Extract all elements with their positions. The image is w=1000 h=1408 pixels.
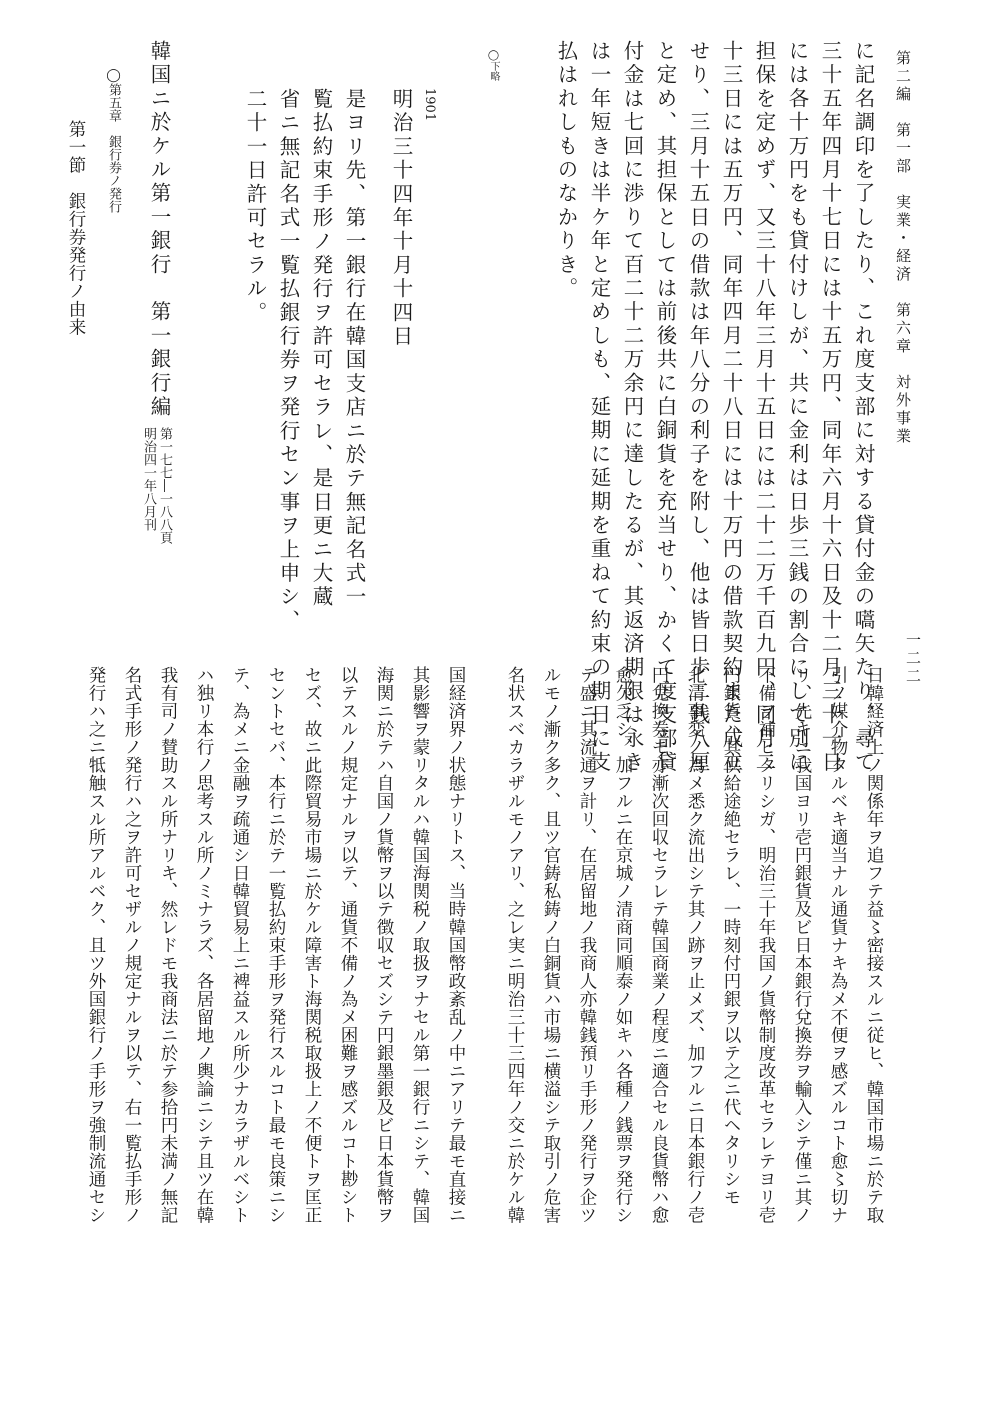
paragraph-line: 付金は七回に渉りて百二十二万余円に達したるが、其返済期限は永き <box>620 40 644 775</box>
paragraph-line: 十三日には五万円、同年四月二十八日には十万円の借款契約また成立 <box>719 40 743 775</box>
paragraph-line: には各十万円をも貸付けしが、共に金利は日歩三銭の割合にして別に <box>785 40 809 775</box>
body-line: テ盛ニ其流通ヲ計リ、在居留地ノ我商人亦韓銭預リ手形ノ発行ヲ企ツ <box>577 666 597 1224</box>
body-line: セズ、故ニ此際貿易市場ニ於ケル障害ト海関税取扱上ノ不便トヲ匡正 <box>302 666 322 1224</box>
body-line: 海関ニ於テハ自国ノ貨幣ヲ以テ徴収セズシテ円銀墨銀及ビ日本貨幣ヲ <box>374 666 394 1224</box>
paragraph-line: と定め、其担保としては前後共に白銅貨を充当せり、かくて度支部貸 <box>653 40 677 775</box>
body-line: ルモノ漸ク多ク、且ツ官鋳私鋳ノ白銅貨ハ市場ニ横溢シテ取引ノ危害 <box>541 666 561 1224</box>
body-line: 名状スベカラザルモノアリ、之レ実ニ明治三十三四年ノ交ニ於ケル韓 <box>505 666 525 1224</box>
body-line: 引ノ媒介物タルベキ適当ナル通貨ナキ為メ不便ヲ感ズルコト愈〻切ナ <box>828 666 848 1224</box>
entry-line: 覧払約束手形ノ発行ヲ許可セラレ、是日更ニ大蔵 <box>309 88 333 610</box>
entry-line: 二十一日許可セラル。 <box>243 88 267 325</box>
paragraph-line: に記名調印を了したり、これ度支部に対する貸付金の嚆矢たり、尋て <box>851 40 875 775</box>
omission-note: ◯下略 <box>488 50 499 81</box>
paragraph-line: は一年短きは半ケ年と定めしも、延期に延期を重ねて約束の期日に支 <box>587 40 611 775</box>
body-line: 円兌換券モ亦漸次回収セラレテ韓国商業ノ程度ニ適合セル良貨幣ハ愈 <box>649 666 669 1224</box>
body-line: 日韓経済上ノ関係年ヲ追フテ益〻密接スルニ従ヒ、韓国市場ニ於テ取 <box>864 666 884 1224</box>
entry-date: 明治三十四年十月十四日 <box>389 88 413 349</box>
entry-line: 省ニ無記名式一覧払銀行券ヲ発行セン事ヲ上申シ、 <box>276 88 300 634</box>
entry-year: 1901 <box>422 88 437 122</box>
running-title: 第二編 第一部 実業・経済 第六章 対外事業 <box>894 50 912 446</box>
chapter-heading: ◯第五章 銀行券ノ発行 <box>106 68 121 213</box>
paragraph-line: 三十五年四月十七日には十五万円、同年六月十六日及十二月三十一日 <box>818 40 842 775</box>
body-line: ハ独リ本行ノ思考スル所ノミナラズ、各居留地ノ輿論ニシテ且ツ在韓 <box>194 666 214 1224</box>
entry-line: 是ヨリ先、第一銀行在韓国支店ニ於テ無記名式一 <box>342 88 366 610</box>
source-pages: 第一七七―一八八頁 <box>157 427 172 544</box>
body-line: 名式手形ノ発行ハ之ヲ許可セザルノ規定ナルヲ以テ、右一覧払手形ノ <box>122 666 142 1224</box>
paragraph-line: せり、三月十五日の借款は年八分の利子を附し、他は皆日歩二銭八厘 <box>686 40 710 775</box>
body-line: 北清事変ノ為メ悉ク流出シテ其ノ跡ヲ止メズ、加フルニ日本銀行ノ壱 <box>685 666 705 1224</box>
source-published: 明治四一年八月刊 <box>141 427 156 531</box>
body-line: 国経済界ノ状態ナリトス、当時韓国幣政紊乱ノ中ニアリテ最モ直接ニ <box>446 666 466 1224</box>
paragraph-line: 担保を定めず、又三十八年三月十五日には二十二万千百九円、同月二 <box>752 40 776 775</box>
body-line: 愈欠乏シ、加フルニ在京城ノ清商同順泰ノ如キハ各種ノ銭票ヲ発行シ <box>613 666 633 1224</box>
body-line: リ、先キニ我国ヨリ壱円銀貨及ビ日本銀行兌換券ヲ輸入シテ僅ニ其ノ <box>792 666 812 1224</box>
body-line: 不備ヲ補ヒタリシガ、明治三十年我国ノ貨幣制度改革セラレテヨリ壱 <box>756 666 776 1224</box>
body-line: 円銀貨ハ其供給途絶セラレ、一時刻付円銀ヲ以テ之ニ代ヘタリシモ <box>721 666 741 1206</box>
body-line: 発行ハ之ニ牴触スル所アルベク、且ツ外国銀行ノ手形ヲ強制流通セシ <box>86 666 106 1224</box>
source-title: 韓国ニ於ケル第一銀行 第一銀行編 <box>147 40 171 420</box>
paragraph-line: 払はれしものなかりき。 <box>554 40 578 301</box>
body-line: セントセバ、本行ニ於テ一覧払約束手形ヲ発行スルコト最モ良策ニシ <box>266 666 286 1224</box>
body-line: 我有司ノ賛助スル所ナリキ、然レドモ我商法ニ於テ参拾円未満ノ無記 <box>158 666 178 1224</box>
body-line: 以テスルノ規定ナルヲ以テ、通貨不備ノ為メ困難ヲ感ズルコト尠シト <box>338 666 358 1224</box>
body-line: 其影響ヲ蒙リタルハ韓国海関税ノ取扱ヲナセル第一銀行ニシテ、韓国 <box>410 666 430 1224</box>
body-line: テ、為メニ金融ヲ疏通シ日韓貿易上ニ裨益スル所少ナカラザルベシト <box>230 666 250 1224</box>
page-number: 一二二 <box>904 632 922 686</box>
section-heading: 第一節 銀行券発行ノ由来 <box>66 120 86 336</box>
